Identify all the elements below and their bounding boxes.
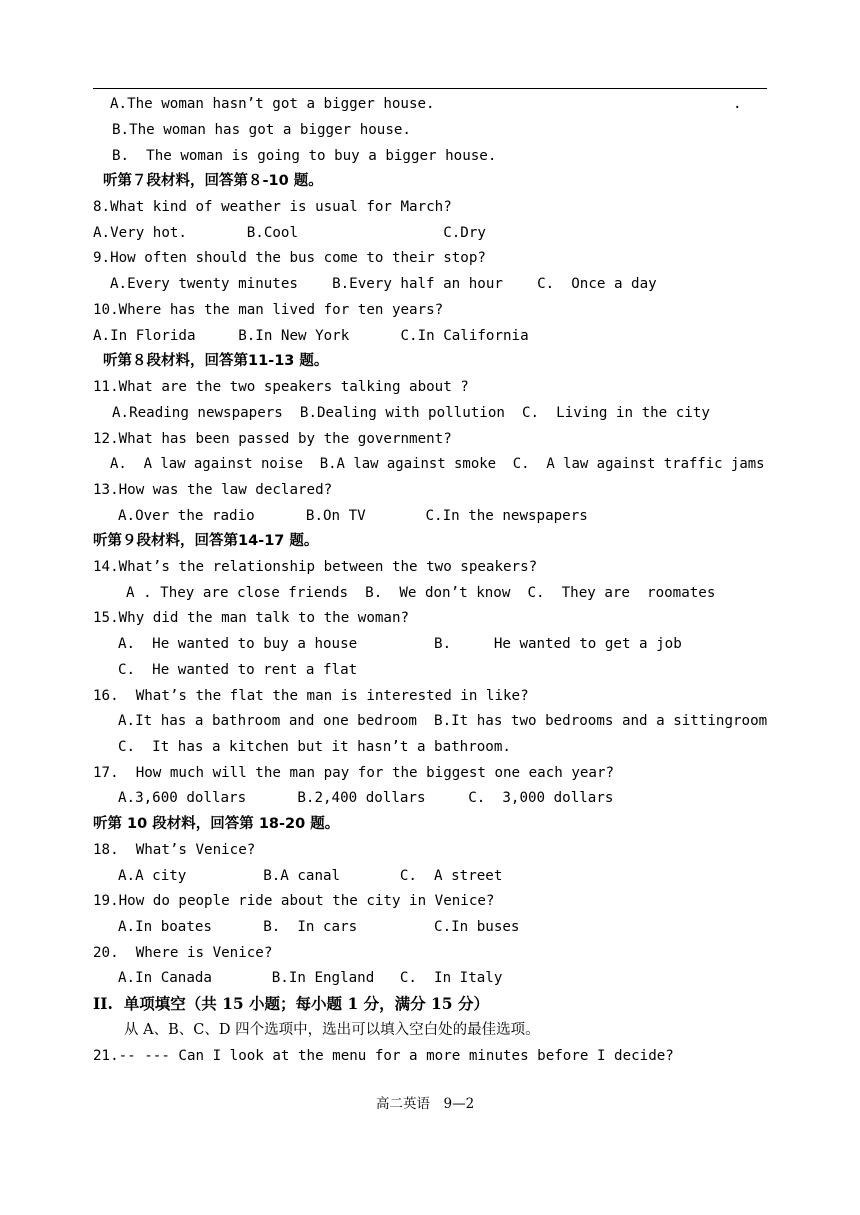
option-line: A.Reading newspapers B.Dealing with pollution C. Living in the city: [112, 405, 710, 421]
question-line: 15.Why did the man talk to the woman?: [93, 610, 410, 626]
question-line: 13.How was the law declared?: [93, 482, 333, 498]
option-line: B.The woman has got a bigger house.: [112, 122, 411, 138]
margin-mark: .: [733, 96, 742, 112]
option-line: A.It has a bathroom and one bedroom B.It has two bedrooms and a sittingroom: [118, 713, 768, 729]
question-line: 17. How much will the man pay for the biggest one each year?: [93, 765, 615, 781]
instructions: 从 A、B、C、D 四个选项中，选出可以填入空白处的最佳选项。: [124, 1022, 540, 1038]
option-line: A . They are close friends B. We don’t know C. They are roomates: [126, 585, 716, 601]
part-heading: II. 单项填空（共 15 小题；每小题 1 分，满分 15 分）: [93, 994, 489, 1013]
option-line: A.3,600 dollars B.2,400 dollars C. 3,000 dollars: [118, 790, 614, 806]
question-line: 10.Where has the man lived for ten years?: [93, 302, 444, 318]
option-line: A.The woman hasn’t got a bigger house.: [110, 96, 435, 112]
option-line: A.Very hot. B.Cool C.Dry: [93, 225, 486, 241]
question-line: 14.What’s the relationship between the two speakers?: [93, 559, 538, 575]
option-line: C. It has a kitchen but it hasn’t a bathroom.: [118, 739, 511, 755]
question-line: 20. Where is Venice?: [93, 945, 273, 961]
option-line: A.Every twenty minutes B.Every half an hour C. Once a day: [110, 276, 657, 292]
question-line: 12.What has been passed by the government?: [93, 431, 452, 447]
section-heading: 听第 10 段材料，回答第 18-20 题。: [93, 816, 340, 832]
option-line: B. The woman is going to buy a bigger house.: [112, 148, 497, 164]
section-heading: 听第８段材料，回答第11-13 题。: [103, 353, 329, 369]
question-line: 11.What are the two speakers talking about ?: [93, 379, 469, 395]
header-rule: [93, 88, 767, 89]
option-line: A. He wanted to buy a house B. He wanted to get a job: [118, 636, 682, 652]
section-heading: 听第７段材料，回答第８-10 题。: [103, 173, 323, 189]
question-line: 8.What kind of weather is usual for March?: [93, 199, 452, 215]
question-line: 16. What’s the flat the man is interested in like?: [93, 688, 529, 704]
question-line: 9.How often should the bus come to their stop?: [93, 250, 486, 266]
option-line: A.A city B.A canal C. A street: [118, 868, 503, 884]
question-line: 18. What’s Venice?: [93, 842, 256, 858]
page-footer: 高二英语 9—2: [376, 1096, 475, 1112]
option-line: A. A law against noise B.A law against smoke C. A law against traffic jams: [110, 456, 765, 472]
option-line: C. He wanted to rent a flat: [118, 662, 358, 678]
section-heading: 听第９段材料，回答第14-17 题。: [93, 533, 319, 549]
option-line: A.In Florida B.In New York C.In California: [93, 328, 529, 344]
option-line: A.Over the radio B.On TV C.In the newspapers: [118, 508, 588, 524]
option-line: A.In Canada B.In England C. In Italy: [118, 970, 503, 986]
question-line: 19.How do people ride about the city in Venice?: [93, 893, 495, 909]
option-line: A.In boates B. In cars C.In buses: [118, 919, 520, 935]
question-line: 21.-- --- Can I look at the menu for a more minutes before I decide?: [93, 1048, 674, 1064]
